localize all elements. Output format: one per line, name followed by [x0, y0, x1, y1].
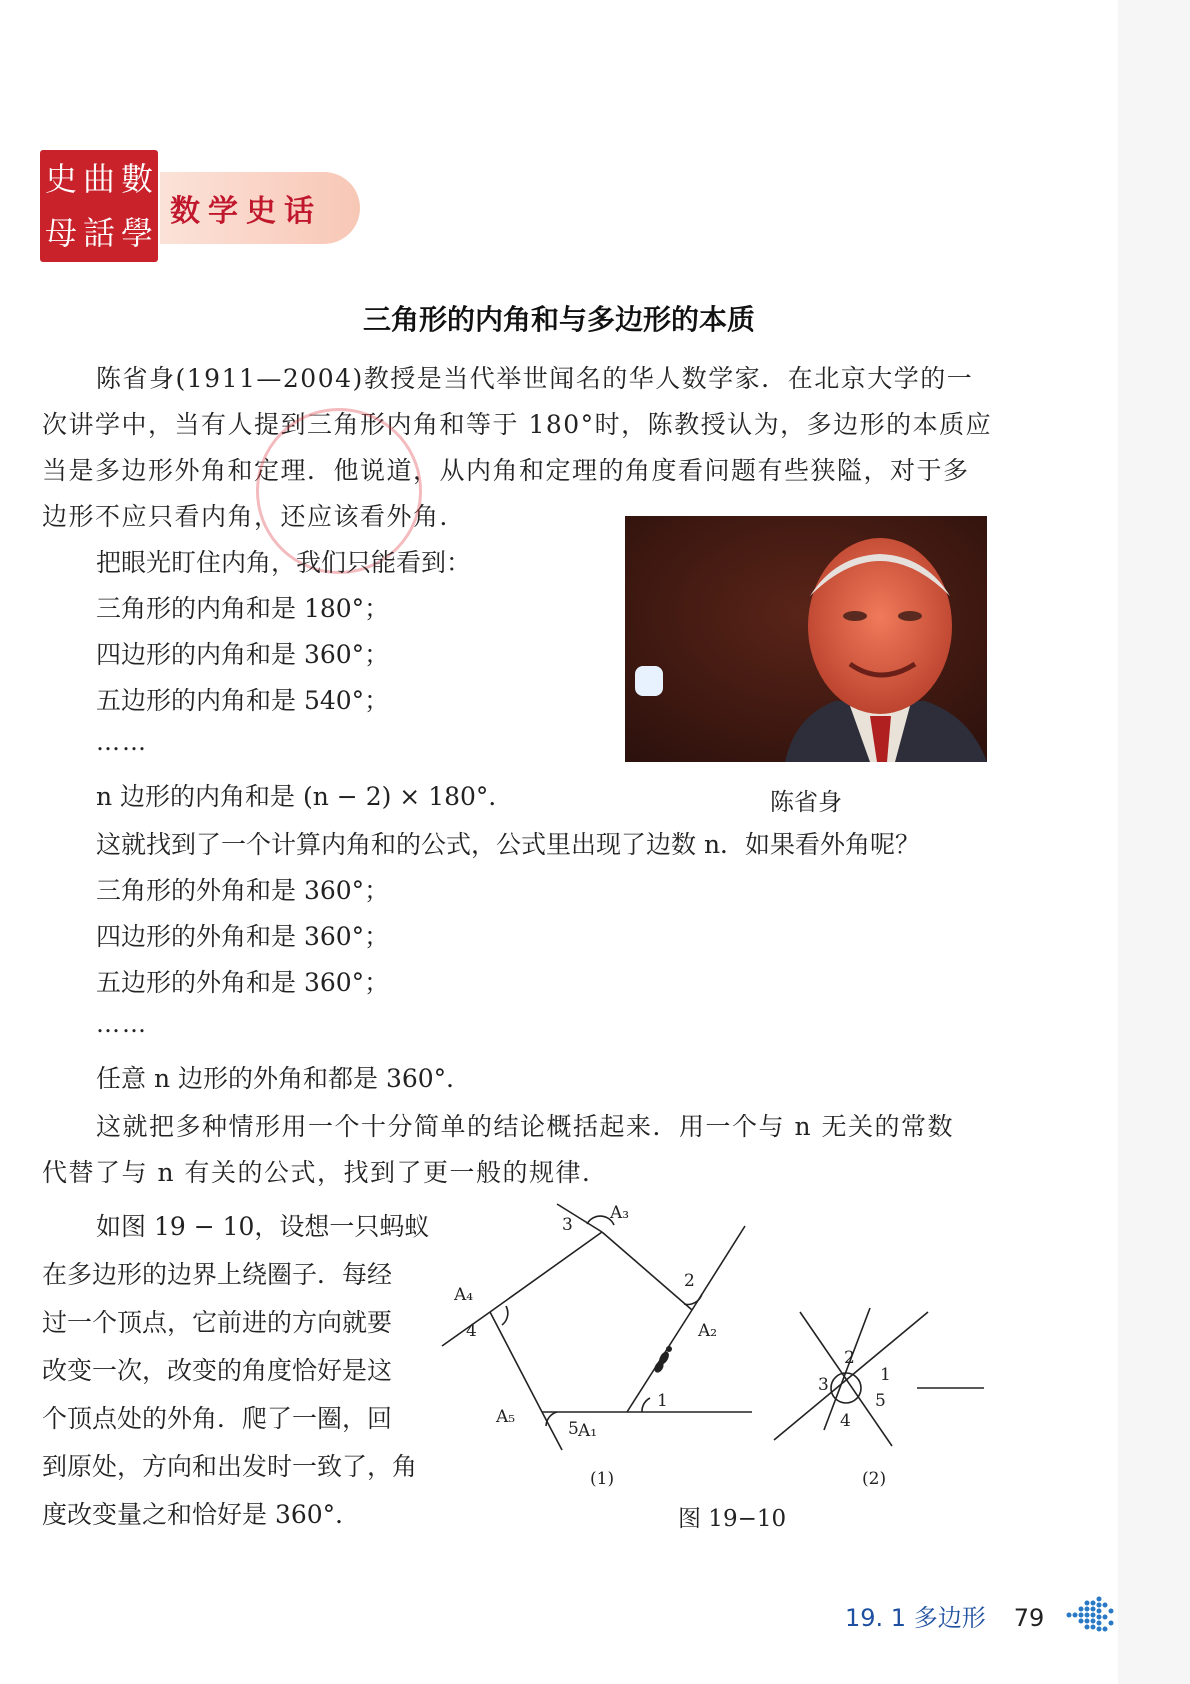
seal-stamp-logo — [40, 150, 158, 262]
star-figure — [774, 1308, 984, 1446]
angle-label: 4 — [840, 1411, 851, 1431]
figure-caption: 图 19−10 — [678, 1506, 787, 1532]
paragraph-line: 到原处，方向和出发时一致了，角 — [42, 1452, 418, 1481]
ellipsis: …… — [96, 728, 148, 756]
paragraph-line: 如图 19 − 10，设想一只蚂蚁 — [96, 1212, 430, 1241]
paragraph-line: 代替了与 n 有关的公式，找到了更一般的规律． — [42, 1158, 609, 1187]
vertex-label: A₃ — [610, 1203, 630, 1223]
sub-figure-label: (1) — [590, 1469, 615, 1489]
section-banner-label: 数学史话 — [170, 194, 322, 229]
seal-char: 學 — [120, 214, 153, 252]
angle-label: 2 — [684, 1271, 695, 1291]
paragraph-line: 过一个顶点，它前进的方向就要 — [42, 1308, 393, 1337]
angle-label: 3 — [818, 1375, 829, 1395]
angle-label: 5 — [568, 1419, 579, 1439]
dot-grid-icon — [1065, 1595, 1117, 1635]
seal-char: 曲 — [82, 160, 115, 198]
section-banner — [160, 172, 360, 244]
exterior-item: 四边形的外角和是 360°； — [96, 922, 390, 951]
paragraph-line: 个顶点处的外角．爬了一圈，回 — [42, 1404, 393, 1433]
paragraph-line: 这就把多种情形用一个十分简单的结论概括起来．用一个与 n 无关的常数 — [96, 1112, 954, 1141]
vertex-label: A₅ — [496, 1407, 516, 1427]
paragraph-line: 改变一次，改变的角度恰好是这 — [42, 1356, 393, 1385]
exterior-intro: 这就找到了一个计算内角和的公式，公式里出现了边数 n．如果看外角呢？ — [96, 830, 921, 859]
exterior-item: 五边形的外角和是 360°； — [96, 968, 390, 997]
pentagon-labels — [453, 1203, 717, 1489]
interior-formula: n 边形的内角和是 (n − 2) × 180°． — [96, 782, 514, 811]
ellipsis: …… — [96, 1010, 148, 1038]
angle-label: 2 — [844, 1348, 855, 1368]
page-footer — [845, 1598, 1044, 1633]
figure-19-10 — [454, 1200, 1022, 1520]
vertex-label: A₂ — [698, 1321, 718, 1341]
paragraph-line: 当是多边形外角和定理．他说道，从内角和定理的角度看问题有些狭隘，对于多 — [42, 456, 970, 485]
photo-caption: 陈省身 — [770, 788, 842, 816]
angle-label: 3 — [562, 1215, 573, 1235]
paragraph-line: 次讲学中，当有人提到三角形内角和等于 180°时，陈教授认为，多边形的本质应 — [42, 410, 993, 439]
article-title: 三角形的内角和与多边形的本质 — [362, 303, 755, 336]
exterior-formula: 任意 n 边形的外角和都是 360°． — [96, 1064, 472, 1093]
page-edge-shadow — [1118, 0, 1190, 1684]
angle-label: 1 — [657, 1391, 668, 1411]
vertex-label: A₄ — [454, 1285, 474, 1305]
angle-label: 4 — [466, 1321, 477, 1341]
interior-item: 四边形的内角和是 360°； — [96, 640, 390, 669]
angle-label: 5 — [875, 1391, 886, 1411]
interior-item: 五边形的内角和是 540°； — [96, 686, 390, 715]
sub-figure-label: (2) — [862, 1469, 887, 1489]
paragraph-line: 度改变量之和恰好是 360°． — [42, 1500, 361, 1529]
seal-char: 史 — [44, 160, 77, 198]
interior-item: 三角形的内角和是 180°； — [96, 594, 390, 623]
portrait-photo — [625, 516, 987, 762]
portrait-illustration — [625, 516, 987, 762]
seal-char: 數 — [120, 160, 153, 198]
page-number: 79 — [1013, 1604, 1045, 1632]
exterior-item: 三角形的外角和是 360°； — [96, 876, 390, 905]
vertex-label: A₁ — [578, 1421, 598, 1441]
seal-char: 母 — [44, 214, 77, 252]
paragraph-line: 边形不应只看内角，还应该看外角． — [42, 502, 467, 531]
chapter-label: 19. 1 多边形 — [845, 1604, 986, 1632]
seal-char: 話 — [82, 214, 115, 252]
paragraph-line: 在多边形的边界上绕圈子．每经 — [42, 1260, 393, 1289]
paragraph-line: 陈省身(1911—2004)教授是当代举世闻名的华人数学家．在北京大学的一 — [96, 364, 974, 393]
angle-label: 1 — [880, 1365, 891, 1385]
interior-intro: 把眼光盯住内角，我们只能看到： — [96, 548, 472, 577]
ant-icon — [653, 1346, 672, 1374]
